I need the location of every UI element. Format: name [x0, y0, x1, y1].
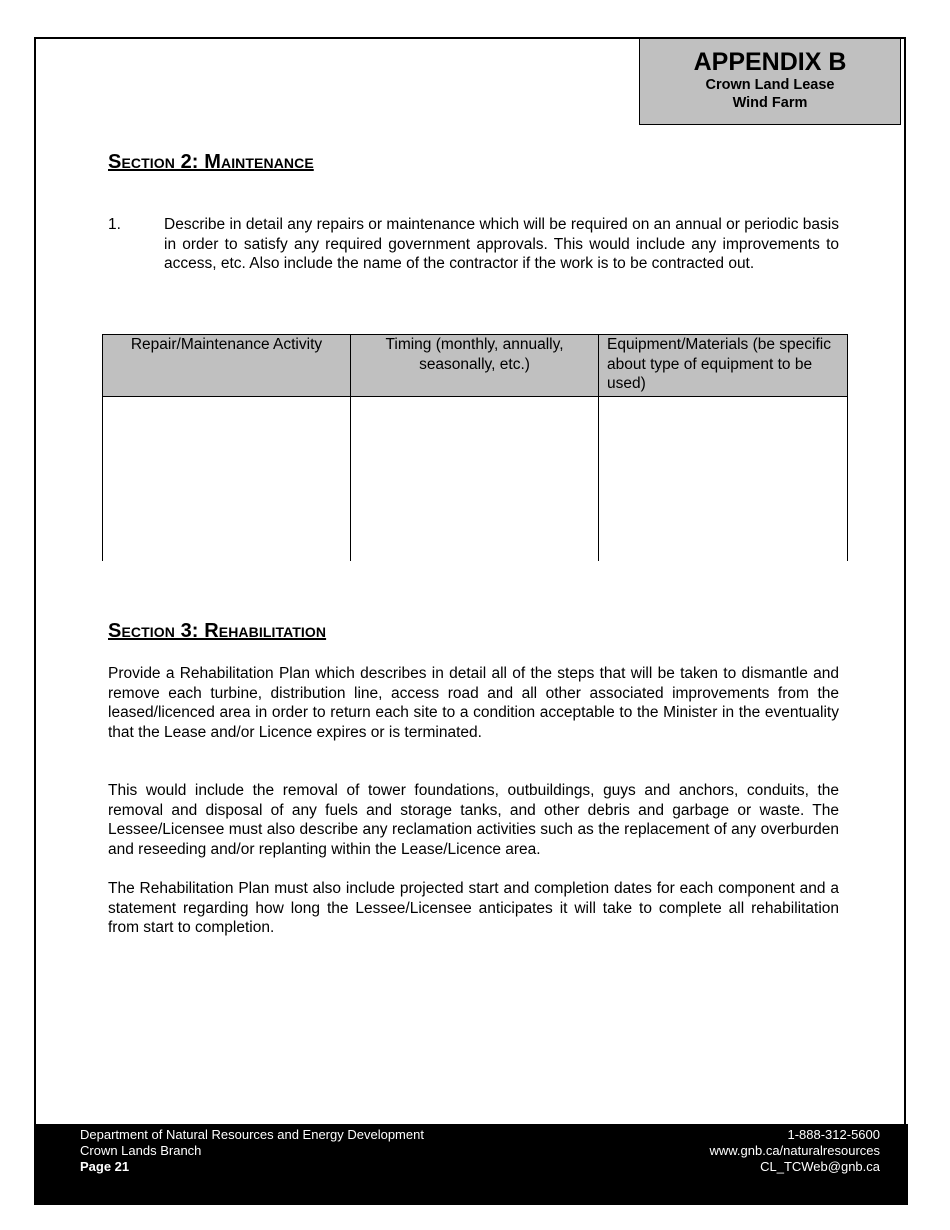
cell-equipment[interactable]	[599, 396, 848, 561]
rehab-paragraph-1: Provide a Rehabilitation Plan which describes in detail all of the steps that will be taken to dismantle and remove each turbine, distribution line, access road and all other associated improvements from the leased/licenced area in order to return each site to a condition acceptable to the Minister in the eventuality that the Lease and/or Licence expires or is terminated.	[108, 665, 839, 741]
header-activity: Repair/Maintenance Activity	[103, 335, 351, 397]
header-timing: Timing (monthly, annually, seasonally, etc.)	[351, 335, 599, 397]
section-3-heading: Section 3: Rehabilitation	[108, 620, 327, 642]
appendix-subtitle-2: Wind Farm	[732, 95, 808, 111]
footer-right	[709, 1127, 880, 1175]
rehab-paragraph-3: The Rehabilitation Plan must also include projected start and completion dates for each component and a statement regarding how long the Lessee/Licensee anticipates it will take to complete all rehabilitation from start to completion.	[108, 880, 839, 937]
footer-website[interactable]: www.gnb.ca/naturalresources	[709, 1143, 880, 1158]
item-number: 1.	[108, 216, 121, 233]
appendix-subtitle-1: Crown Land Lease	[705, 77, 835, 93]
appendix-title: APPENDIX B	[693, 48, 847, 76]
table-row	[103, 396, 848, 561]
section-2-item	[108, 215, 839, 274]
page-footer	[34, 1124, 908, 1205]
rehab-paragraph-2: This would include the removal of tower foundations, outbuildings, guys and anchors, conduits, the removal and disposal of any fuels and storage tanks, and other debris and garbage or waste. The Lessee/Licensee must also describe any reclamation activities such as the replacement of any overburden and reseeding and/or replanting within the Lease/Licence area.	[108, 782, 839, 858]
footer-email[interactable]: CL_TCWeb@gnb.ca	[760, 1159, 880, 1174]
maintenance-table	[102, 334, 848, 561]
footer-page-number: Page 21	[80, 1159, 130, 1174]
footer-phone: 1-888-312-5600	[787, 1127, 880, 1142]
table-header-row	[103, 335, 848, 397]
item-text: Describe in detail any repairs or maintenance which will be required on an annual or periodic basis in order to satisfy any required government approvals. This would include any improvements to access, etc. Also include the name of the contractor if the work is to be contracted out.	[164, 216, 839, 273]
cell-timing[interactable]	[351, 396, 599, 561]
appendix-header-box	[639, 38, 901, 125]
section-2-heading: Section 2: Maintenance	[108, 151, 314, 173]
footer-left	[80, 1127, 424, 1175]
footer-department: Department of Natural Resources and Energy Development	[80, 1127, 424, 1142]
cell-activity[interactable]	[103, 396, 351, 561]
header-equipment: Equipment/Materials (be specific about type of equipment to be used)	[599, 335, 848, 397]
footer-branch: Crown Lands Branch	[80, 1143, 202, 1158]
